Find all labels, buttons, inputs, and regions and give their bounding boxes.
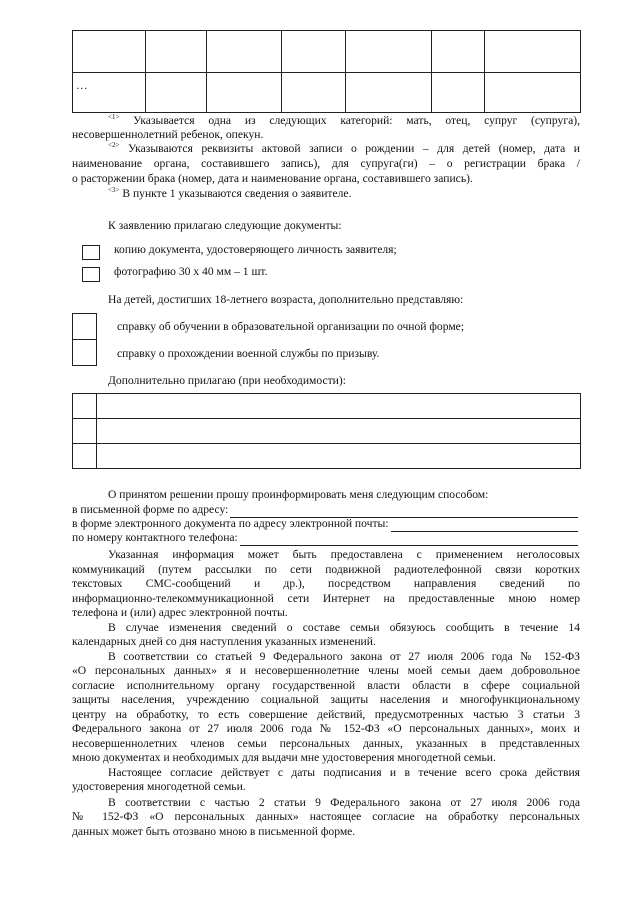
paragraph-1-line-5: телефона и (или) адрес электронной почты. (72, 606, 288, 619)
notification-email-label: в форме электронного документа по адресу электронной почты: (72, 517, 389, 530)
additional-heading: Дополнительно прилагаю (при необходимости): (108, 374, 346, 387)
footnote-2-line-1 (72, 142, 580, 157)
paragraph-5-line-3: данных может быть отозвано мною в письменной форме. (72, 825, 356, 838)
checkbox-study-certificate[interactable] (73, 314, 97, 340)
attachments-heading: К заявлению прилагаю следующие документы: (108, 219, 342, 232)
footnote-2-line-2: наименование органа, составившего запись), для супруга(ги) – о регистрации брака / (72, 157, 580, 170)
table-cell[interactable] (432, 73, 485, 113)
table-cell[interactable] (73, 419, 97, 444)
phone-number-field[interactable] (240, 535, 578, 546)
table-cell[interactable] (346, 31, 432, 73)
notification-post-row (72, 503, 578, 518)
paragraph-4-line-2: удостоверения многодетной семьи. (72, 780, 246, 793)
footnote-mark: <1> (108, 113, 120, 121)
paragraph-1-line-1: Указанная информация может быть предоставлена с применением неголосовых (108, 548, 580, 561)
paragraph-3-line-6: Федерального закона от 27 июля 2006 года № 152-ФЗ «О персональных данных», моих и (72, 722, 580, 735)
table-cell[interactable] (97, 394, 581, 419)
footnote-mark: <2> (108, 141, 120, 149)
footnote-1-line-1 (72, 114, 580, 129)
post-address-field[interactable] (230, 507, 578, 518)
table-cell[interactable] (146, 31, 207, 73)
table-cell[interactable] (73, 31, 146, 73)
paragraph-1-line-2: коммуникаций (путем рассылки по сети подвижной радиотелефонной связи коротких (72, 563, 580, 576)
paragraph-2-line-2: календарных дней со дня наступления указанных изменений. (72, 635, 376, 648)
paragraph-5-line-1: В соответствии с частью 2 статьи 9 Федерального закона от 27 июля 2006 года (108, 796, 580, 809)
table-cell[interactable] (485, 31, 581, 73)
adult-children-checkbox-column (72, 313, 97, 366)
paragraph-3-line-2: «О персональных данных» я и несовершеннолетние члены моей семьи даем добровольное (72, 664, 580, 677)
footnote-3-line-1 (108, 187, 351, 202)
adult-children-item-military: справку о прохождении военной службы по призыву. (117, 347, 380, 360)
paragraph-1-line-3: текстовых СМС-сообщений и др.), посредством направления сведений по (72, 577, 580, 590)
notification-phone-row (72, 531, 578, 546)
paragraph-5-line-2: № 152-ФЗ «О персональных данных» настоящее согласие на обработку персональных (72, 810, 580, 823)
table-row (73, 314, 97, 340)
checkbox-photo[interactable] (82, 267, 100, 282)
paragraph-3-line-4: защиты населения, учреждению социальной защиты населения и многофункциональному (72, 693, 580, 706)
footnote-mark: <3> (108, 186, 120, 194)
attachment-item-photo: фотографию 30 х 40 мм – 1 шт. (114, 265, 268, 278)
paragraph-1-line-4: информационно-телекоммуникационной сети Интернет на предоставленные мною номер (72, 592, 580, 605)
table-cell[interactable] (485, 73, 581, 113)
table-row (73, 444, 581, 469)
notification-post-label: в письменной форме по адресу: (72, 503, 229, 516)
table-row (73, 419, 581, 444)
ellipsis-text: … (76, 79, 88, 92)
footnote-text: В пункте 1 указываются сведения о заявителе. (122, 187, 352, 200)
paragraph-3-line-8: мною документах и необходимых для выдачи мне удостоверения многодетной семьи. (72, 751, 496, 764)
family-members-table (72, 30, 581, 113)
attachment-item-identity: копию документа, удостоверяющего личность заявителя; (114, 243, 397, 256)
footnote-1-line-2: несовершеннолетний ребенок, опекун. (72, 128, 264, 141)
table-cell[interactable] (207, 31, 282, 73)
table-cell[interactable] (146, 73, 207, 113)
table-cell[interactable] (207, 73, 282, 113)
table-cell[interactable] (282, 31, 346, 73)
paragraph-3-line-3: согласие исполнительному органу государственной власти области в сфере социальной (72, 679, 580, 692)
paragraph-2-line-1: В случае изменения сведений о составе семьи обязуюсь сообщить в течение 14 (108, 621, 580, 634)
table-row (73, 340, 97, 366)
notification-email-row (72, 517, 578, 532)
paragraph-4-line-1: Настоящее согласие действует с даты подписания и в течение всего срока действия (108, 766, 580, 779)
table-cell[interactable] (73, 444, 97, 469)
checkbox-identity-document[interactable] (82, 245, 100, 260)
adult-children-item-study: справку об обучении в образовательной организации по очной форме; (117, 320, 465, 333)
adult-children-heading: На детей, достигших 18-летнего возраста, дополнительно представляю: (108, 293, 464, 306)
paragraph-3-line-5: центру на обработку, то есть совершение действий, предусмотренных частью 3 статьи 3 (72, 708, 580, 721)
additional-documents-table (72, 393, 581, 469)
table-cell[interactable] (97, 419, 581, 444)
table-row (73, 31, 581, 73)
table-cell[interactable] (97, 444, 581, 469)
notification-phone-label: по номеру контактного телефона: (72, 531, 238, 544)
table-row (73, 73, 581, 113)
footnote-text: Указываются реквизиты актовой записи о рождении – для детей (номер, дата и (127, 142, 580, 155)
checkbox-military-certificate[interactable] (73, 340, 97, 366)
table-cell[interactable] (73, 73, 146, 113)
table-cell[interactable] (346, 73, 432, 113)
table-row (73, 394, 581, 419)
table-cell[interactable] (282, 73, 346, 113)
paragraph-3-line-1: В соответствии со статьей 9 Федерального закона от 27 июля 2006 года № 152-ФЗ (108, 650, 580, 663)
footnote-text: Указывается одна из следующих категорий: мать, отец, супруг (супруга), (133, 114, 580, 127)
table-cell[interactable] (73, 394, 97, 419)
footnote-2-line-3: о расторжении брака (номер, дата и наименование органа, составившего запись). (72, 172, 473, 185)
table-cell[interactable] (432, 31, 485, 73)
paragraph-3-line-7: несовершеннолетних членов семьи персональных данных, указанных в представленных (72, 737, 580, 750)
notification-heading: О принятом решении прошу проинформировать меня следующим способом: (108, 488, 489, 501)
email-address-field[interactable] (391, 521, 578, 532)
